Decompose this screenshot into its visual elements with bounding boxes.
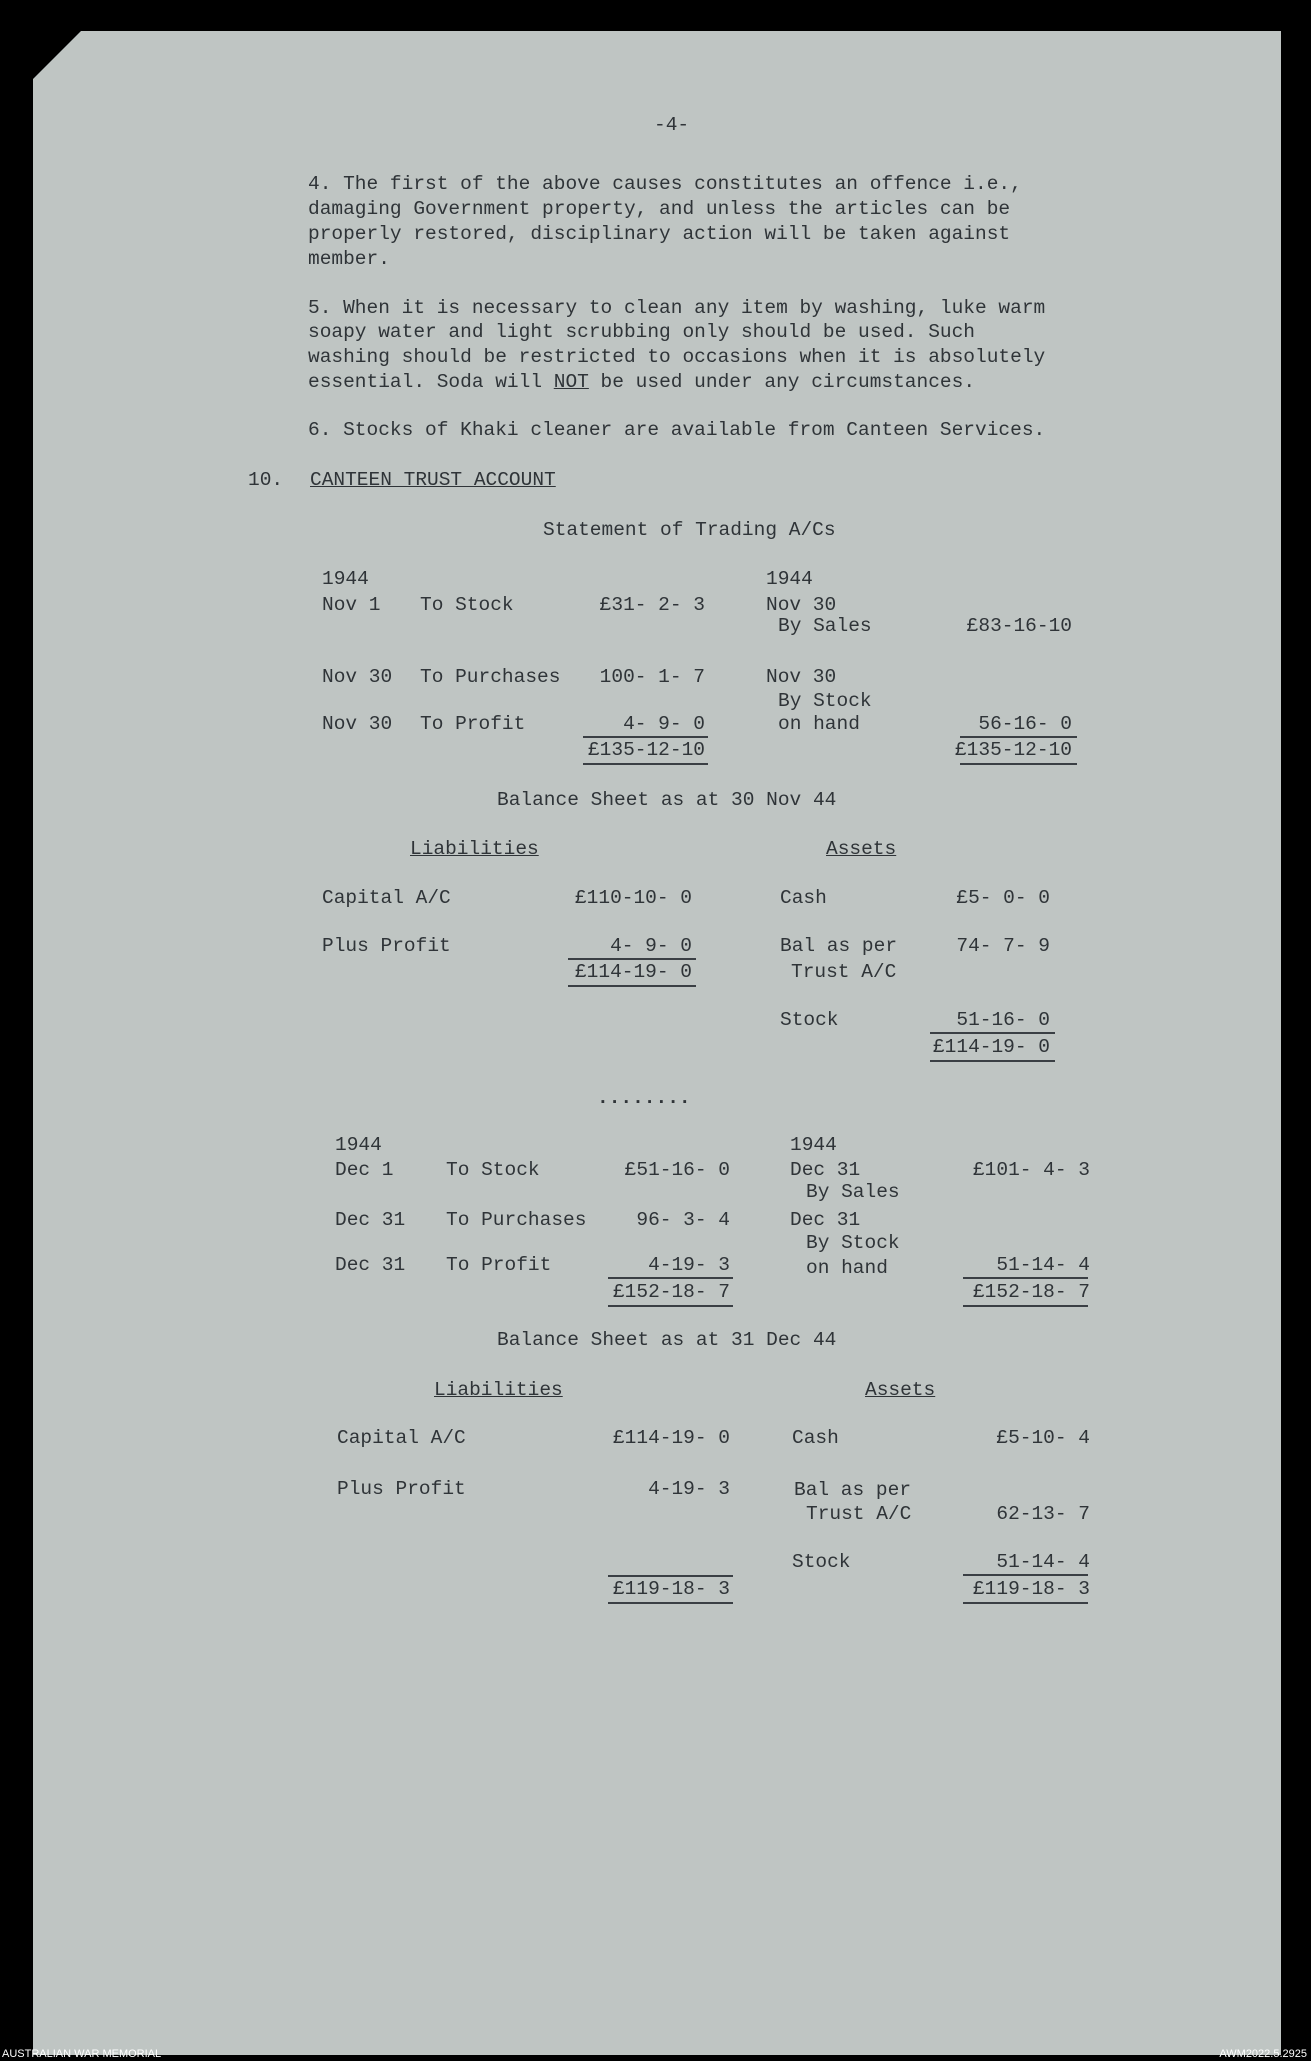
nov-cash-label: Cash <box>780 887 827 909</box>
nov-right-total-rule <box>960 763 1077 765</box>
nov-capital-label: Capital A/C <box>322 887 451 909</box>
nov-stock-label-2: on hand <box>778 713 860 735</box>
dec-liabilities-heading: Liabilities <box>434 1379 563 1401</box>
dec-row3-label: To Profit <box>446 1254 552 1276</box>
dec-bal-amount: 62-13- 7 <box>996 1503 1090 1525</box>
nov-row1-amount: £31- 2- 3 <box>599 594 705 616</box>
nov-row2-amount: 100- 1- 7 <box>599 666 705 688</box>
nov-bal-amount: 74- 7- 9 <box>956 935 1050 957</box>
dec-cash-label: Cash <box>792 1427 839 1449</box>
paragraph-5-line-3: washing should be restricted to occasions when it is absolutely <box>308 346 1046 368</box>
dec-row2-amount: 96- 3- 4 <box>636 1209 730 1231</box>
nov-liabilities-heading: Liabilities <box>410 838 539 860</box>
dec-assets-rule <box>963 1574 1088 1576</box>
nov-assets-total: £114-19- 0 <box>932 1036 1050 1058</box>
nov-left-total: £135-12-10 <box>587 739 705 761</box>
not-emphasis: NOT <box>553 371 589 393</box>
dec-row3-amount: 4-19- 3 <box>648 1254 730 1276</box>
nov-stock-date: Nov 30 <box>766 666 837 688</box>
dec-capital-amount: £114-19- 0 <box>612 1427 730 1449</box>
dec-stock-label-2: on hand <box>806 1257 888 1279</box>
footer-archive-name: AUSTRALIAN WAR MEMORIAL <box>2 2048 162 2060</box>
dec-row2-label: To Purchases <box>446 1209 587 1231</box>
dec-left-total-rule <box>608 1305 733 1307</box>
dec-assets-total: £119-18- 3 <box>972 1578 1090 1600</box>
dec-liabilities-total-rule <box>608 1602 733 1604</box>
dec-stock-date: Dec 31 <box>790 1209 861 1231</box>
dec-stock-asset-label: Stock <box>792 1551 851 1573</box>
dec-liabilities-total: £119-18- 3 <box>612 1578 730 1600</box>
nov-bal-label-1: Bal as per <box>780 935 898 957</box>
nov-liabilities-total: £114-19- 0 <box>574 961 692 983</box>
nov-sales-label: By Sales <box>778 615 872 637</box>
nov-cash-amount: £5- 0- 0 <box>956 887 1050 909</box>
paragraph-5-text-after: be used under any circumstances. <box>588 371 976 393</box>
paragraph-4-line-3: properly restored, disciplinary action will be taken against <box>308 223 1011 245</box>
dec-right-total: £152-18- 7 <box>972 1281 1090 1303</box>
dec-assets-heading: Assets <box>865 1379 936 1401</box>
footer-accession-number: AWM2022.5.2925 <box>1219 2048 1307 2060</box>
nov-row3-amount: 4- 9- 0 <box>623 713 705 735</box>
dec-left-year: 1944 <box>335 1134 382 1156</box>
nov-capital-amount: £110-10- 0 <box>574 887 692 909</box>
page-number: -4- <box>654 114 690 136</box>
dec-capital-label: Capital A/C <box>337 1427 466 1449</box>
paragraph-5-line-1: 5. When it is necessary to clean any item by washing, luke warm <box>308 297 1046 319</box>
paragraph-5-line-4 <box>308 370 975 394</box>
paragraph-4-line-2: damaging Government property, and unless the articles can be <box>308 198 1011 220</box>
dec-right-year: 1944 <box>790 1134 837 1156</box>
dec-profit-amount: 4-19- 3 <box>648 1478 730 1500</box>
nov-profit-label: Plus Profit <box>322 935 451 957</box>
section-separator: ........ <box>597 1087 691 1109</box>
dec-right-rule <box>963 1277 1088 1279</box>
dec-bal-label-2: Trust A/C <box>806 1503 912 1525</box>
paragraph-5-text-before: essential. Soda will <box>308 371 554 393</box>
paragraph-4-line-1: 4. The first of the above causes constitutes an offence i.e., <box>308 173 1022 195</box>
nov-row1-date: Nov 1 <box>322 594 381 616</box>
nov-row2-date: Nov 30 <box>322 666 393 688</box>
nov-row3-label: To Profit <box>420 713 526 735</box>
dec-cash-amount: £5-10- 4 <box>996 1427 1090 1449</box>
paragraph-5-line-2: soapy water and light scrubbing only should be used. Such <box>308 321 976 343</box>
nov-stock-asset-label: Stock <box>780 1009 839 1031</box>
nov-stock-label-1: By Stock <box>778 690 872 712</box>
dec-stock-amount: 51-14- 4 <box>996 1254 1090 1276</box>
dec-row1-label: To Stock <box>446 1159 540 1181</box>
nov-right-year: 1944 <box>766 568 813 590</box>
dec-row3-date: Dec 31 <box>335 1254 406 1276</box>
dec-sales-date: Dec 31 <box>790 1159 861 1181</box>
dec-sales-amount: £101- 4- 3 <box>972 1159 1090 1181</box>
nov-left-year: 1944 <box>322 568 369 590</box>
folded-corner <box>33 31 81 79</box>
nov-liabilities-total-rule <box>568 985 696 987</box>
nov-sales-date: Nov 30 <box>766 594 837 616</box>
dec-bal-label-1: Bal as per <box>794 1479 912 1501</box>
section-number: 10. <box>248 469 284 491</box>
nov-row1-label: To Stock <box>420 594 514 616</box>
dec-right-total-rule <box>963 1305 1088 1307</box>
nov-stock-asset-amount: 51-16- 0 <box>956 1009 1050 1031</box>
nov-bal-label-2: Trust A/C <box>791 961 897 983</box>
nov-row3-date: Nov 30 <box>322 713 393 735</box>
dec-left-total: £152-18- 7 <box>612 1281 730 1303</box>
dec-assets-total-rule <box>963 1602 1088 1604</box>
dec-stock-asset-amount: 51-14- 4 <box>996 1551 1090 1573</box>
dec-row1-amount: £51-16- 0 <box>624 1159 730 1181</box>
paragraph-4-line-4: member. <box>308 248 390 270</box>
paragraph-6: 6. Stocks of Khaki cleaner are available from Canteen Services. <box>308 419 1046 441</box>
nov-assets-rule <box>930 1032 1055 1034</box>
section-title: CANTEEN TRUST ACCOUNT <box>310 469 556 491</box>
dec-balance-title: Balance Sheet as at 31 Dec 44 <box>497 1329 837 1351</box>
nov-row2-label: To Purchases <box>420 666 561 688</box>
nov-right-total: £135-12-10 <box>954 739 1072 761</box>
dec-row2-date: Dec 31 <box>335 1209 406 1231</box>
nov-profit-amount: 4- 9- 0 <box>610 935 692 957</box>
nov-sales-amount: £83-16-10 <box>966 615 1072 637</box>
dec-profit-label: Plus Profit <box>337 1478 466 1500</box>
nov-assets-heading: Assets <box>826 838 897 860</box>
dec-left-rule <box>608 1277 733 1279</box>
dec-sales-label: By Sales <box>806 1181 900 1203</box>
nov-assets-total-rule <box>930 1060 1055 1062</box>
nov-stock-amount: 56-16- 0 <box>978 713 1072 735</box>
nov-balance-title: Balance Sheet as at 30 Nov 44 <box>497 789 837 811</box>
dec-row1-date: Dec 1 <box>335 1159 394 1181</box>
nov-trading-title: Statement of Trading A/Cs <box>543 519 836 541</box>
dec-stock-label-1: By Stock <box>806 1232 900 1254</box>
nov-left-total-rule <box>583 763 708 765</box>
